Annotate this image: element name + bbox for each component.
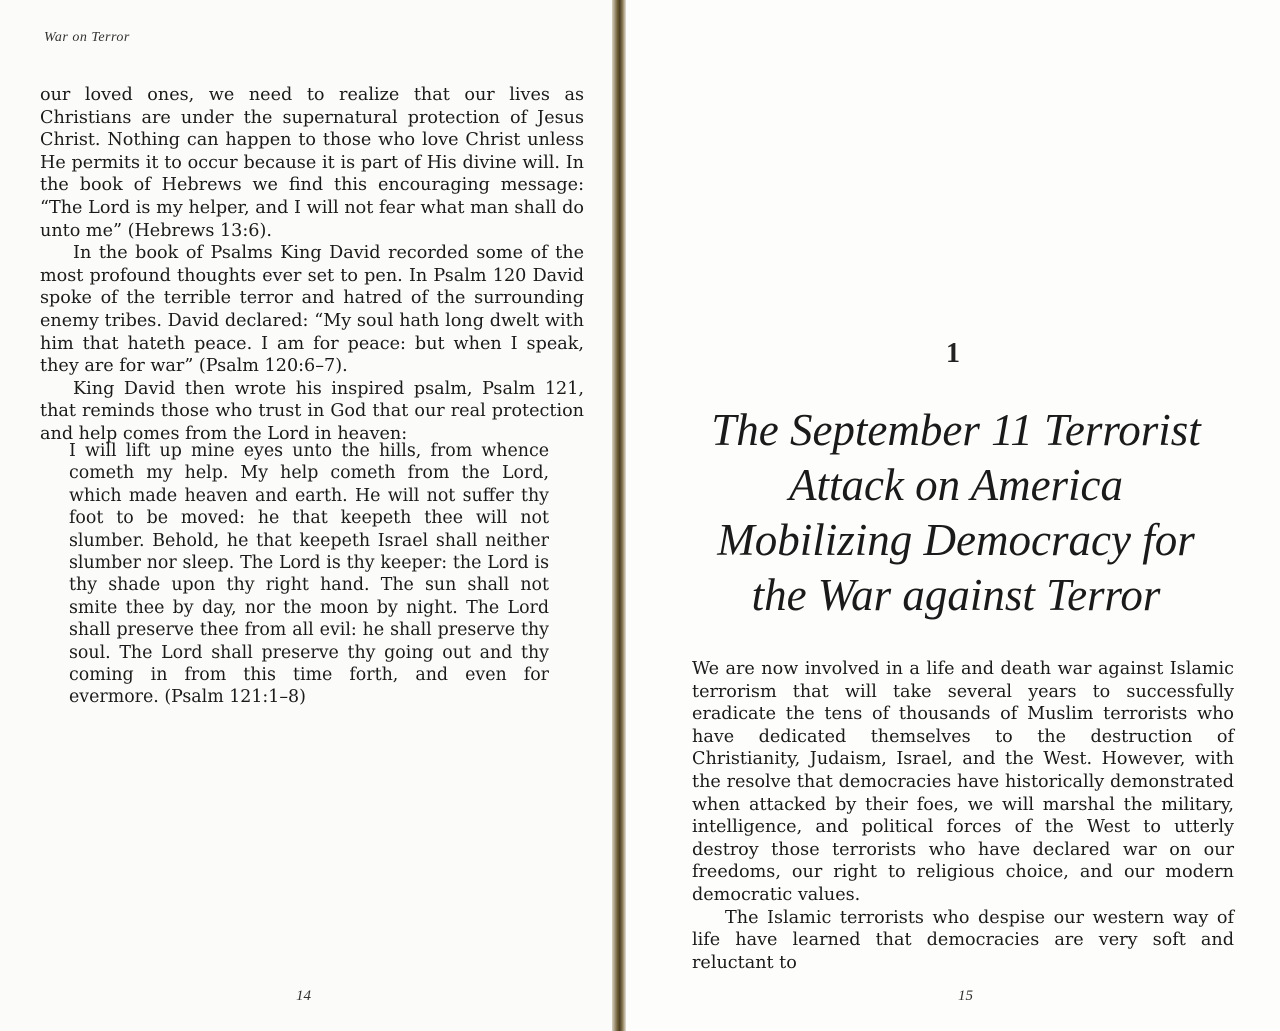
chapter-title-line: the War against Terror [751,570,1161,620]
book-gutter [612,0,626,1031]
page-number-right: 15 [958,988,973,1004]
right-page [626,0,1280,1031]
paragraph: King David then wrote his inspired psalm, Psalm 121, that reminds those who trust in God that our real protection and help comes from the Lord in heaven: [40,378,584,444]
running-head: War on Terror [44,30,130,45]
page-number-left: 14 [296,988,311,1004]
chapter-title [666,403,1246,623]
paragraph: The Islamic terrorists who despise our western way of life have learned that democracies are very soft and reluctant to [692,907,1234,973]
chapter-title-line: The September 11 Terrorist [711,405,1201,455]
left-body-text [40,84,584,446]
right-body-text [692,658,1234,974]
chapter-title-line: Mobilizing Democracy for [717,515,1195,565]
paragraph: We are now involved in a life and death war against Islamic terrorism that will take several years to successfully eradicate the tens of thousands of Muslim terrorists who have dedicated themselves to the destruction of Christianity, Judaism, Israel, and the West. However, with the resolve that democracies have historically demonstrated when attacked by their foes, we will marshal the military, intelligence, and political forces of the West to utterly destroy those terrorists who have declared war on our freedoms, our right to religious choice, and our modern democratic values. [692,659,1234,905]
paragraph: In the book of Psalms King David recorded some of the most profound thoughts ever set to pen. In Psalm 120 David spoke of the terrible terror and hatred of the surrounding enemy tribes. David declared: “My soul hath long dwelt with him that hateth peace. I am for peace: but when I speak, they are for war” (Psalm 120:6–7). [40,243,584,377]
left-page [0,0,612,1031]
paragraph: our loved ones, we need to realize that our lives as Christians are under the supernatural protection of Jesus Christ. Nothing can happen to those who love Christ unless He permits it to occur because it is part of His divine will. In the book of Hebrews we find this encouraging message: “The Lord is my helper, and I will not fear what man shall do unto me” (Hebrews 13:6). [40,85,584,241]
chapter-number: 1 [946,338,960,369]
block-quote: I will lift up mine eyes unto the hills, from whence cometh my help. My help cometh from the Lord, which made heaven and earth. He will not suffer thy foot to be moved: he that keepeth thee will not slumber. Behold, he that keepeth Israel shall neither slumber nor sleep. The Lord is thy keeper: the Lord is thy shade upon thy right hand. The sun shall not smite thee by day, nor the moon by night. The Lord shall preserve thee from all evil: he shall preserve thy soul. The Lord shall preserve thy going out and thy coming in from this time forth, and even for evermore. (Psalm 121:1–8) [69,441,549,708]
chapter-title-line: Attack on America [788,460,1124,510]
